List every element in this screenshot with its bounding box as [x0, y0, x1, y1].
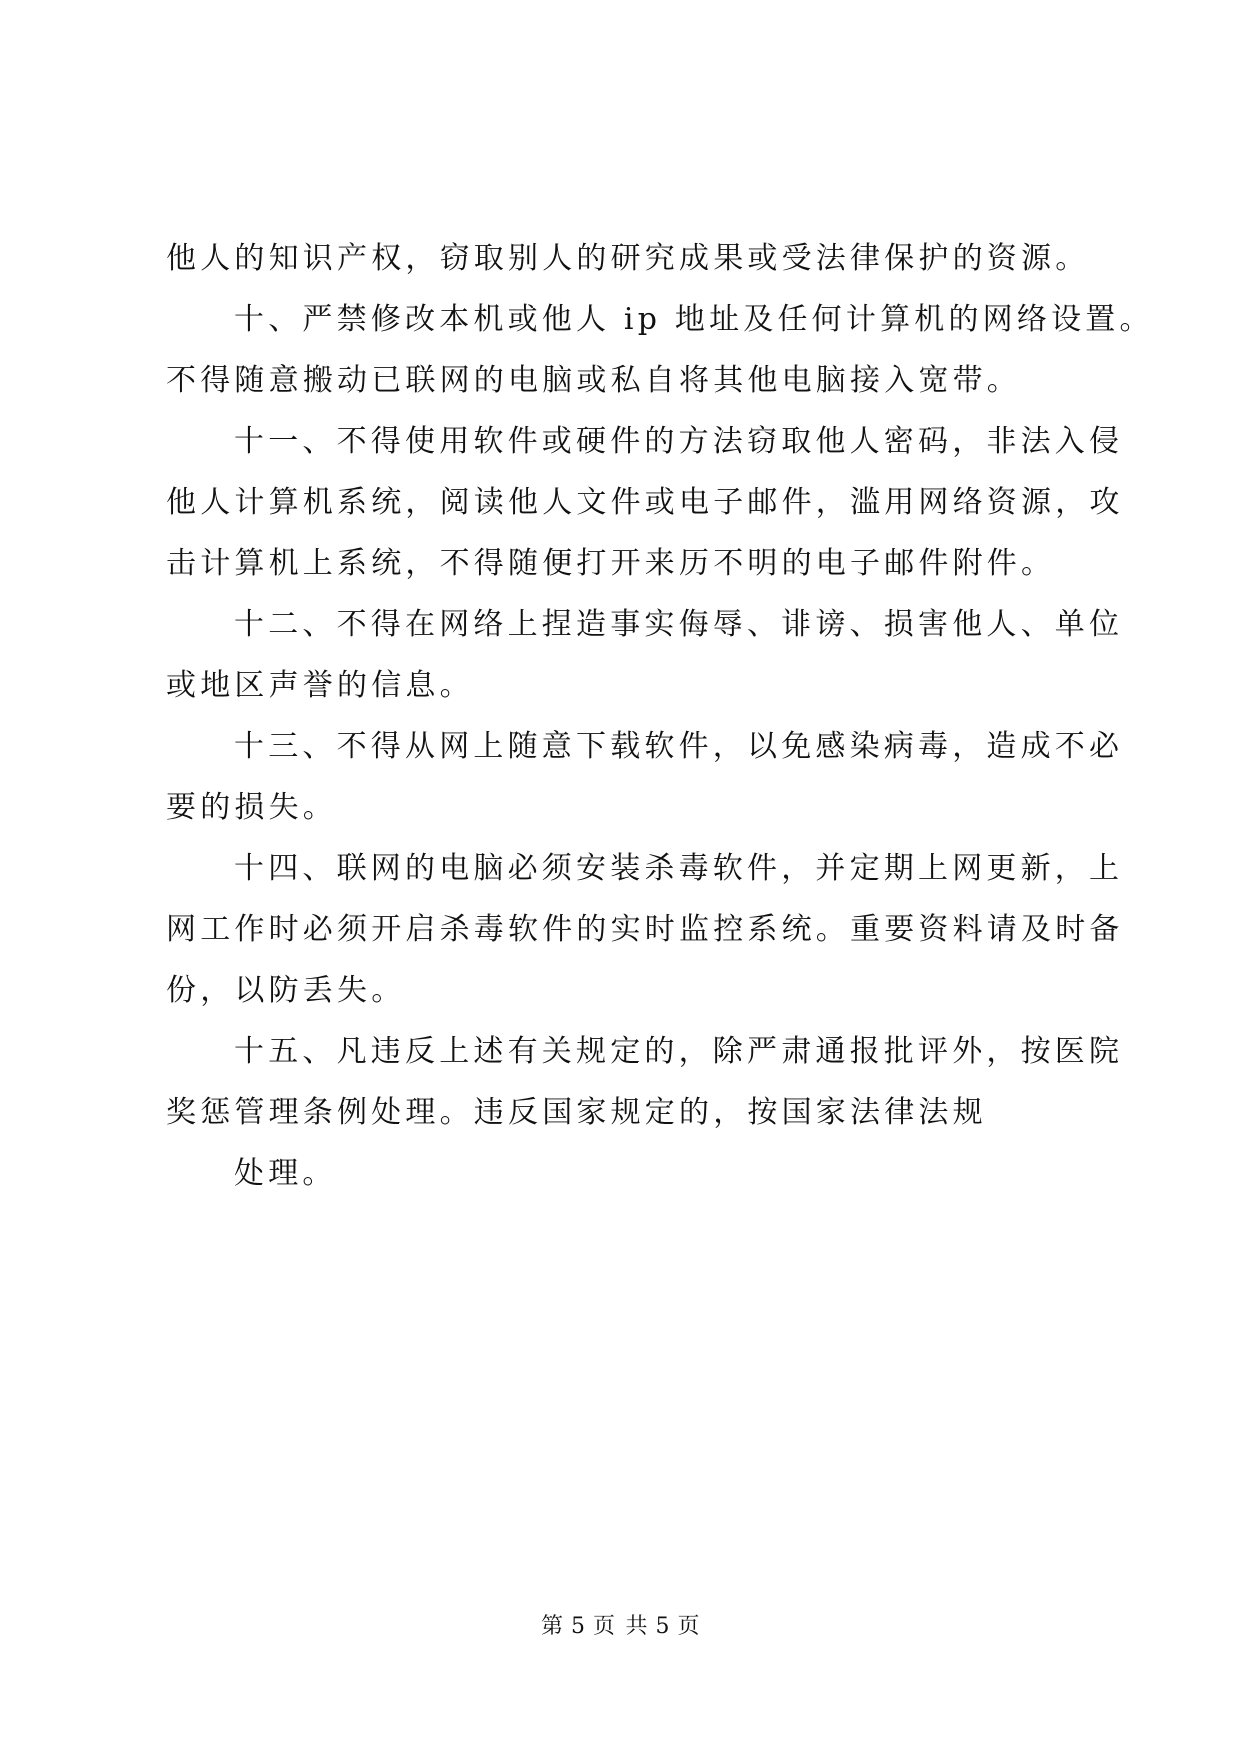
- document-body: [166, 228, 1154, 1204]
- text-line: 他人的知识产权，窃取别人的研究成果或受法律保护的资源。: [166, 241, 1090, 276]
- text-line: 不得随意搬动已联网的电脑或私自将其他电脑接入宽带。: [166, 363, 1021, 398]
- text-line: 十、严禁修改本机或他人 ip 地址及任何计算机的网络设置。: [234, 302, 1154, 337]
- text-line: 网工作时必须开启杀毒软件的实时监控系统。重要资料请及时备: [166, 912, 1124, 947]
- page-total: 共 5 页: [625, 1614, 700, 1639]
- text-line: 要的损失。: [166, 790, 337, 825]
- text-line: 十一、不得使用软件或硬件的方法窃取他人密码，非法入侵: [234, 424, 1124, 459]
- text-line: 击计算机上系统，不得随便打开来历不明的电子邮件附件。: [166, 546, 1056, 581]
- text-line: 十二、不得在网络上捏造事实侮辱、诽谤、损害他人、单位: [234, 607, 1124, 642]
- text-line: 十三、不得从网上随意下载软件，以免感染病毒，造成不必: [234, 729, 1124, 764]
- text-line: 十五、凡违反上述有关规定的，除严肃通报批评外，按医院: [234, 1034, 1124, 1069]
- page-number: 第 5 页: [541, 1614, 616, 1639]
- text-line: 或地区声誉的信息。: [166, 668, 474, 703]
- text-line: 份，以防丢失。: [166, 973, 406, 1008]
- page-footer: [0, 1612, 1241, 1642]
- text-line: 奖惩管理条例处理。违反国家规定的，按国家法律法规: [166, 1095, 987, 1130]
- text-line: 十四、联网的电脑必须安装杀毒软件，并定期上网更新，上: [234, 851, 1124, 886]
- text-line: 处理。: [234, 1156, 337, 1191]
- text-line: 他人计算机系统，阅读他人文件或电子邮件，滥用网络资源，攻: [166, 485, 1124, 520]
